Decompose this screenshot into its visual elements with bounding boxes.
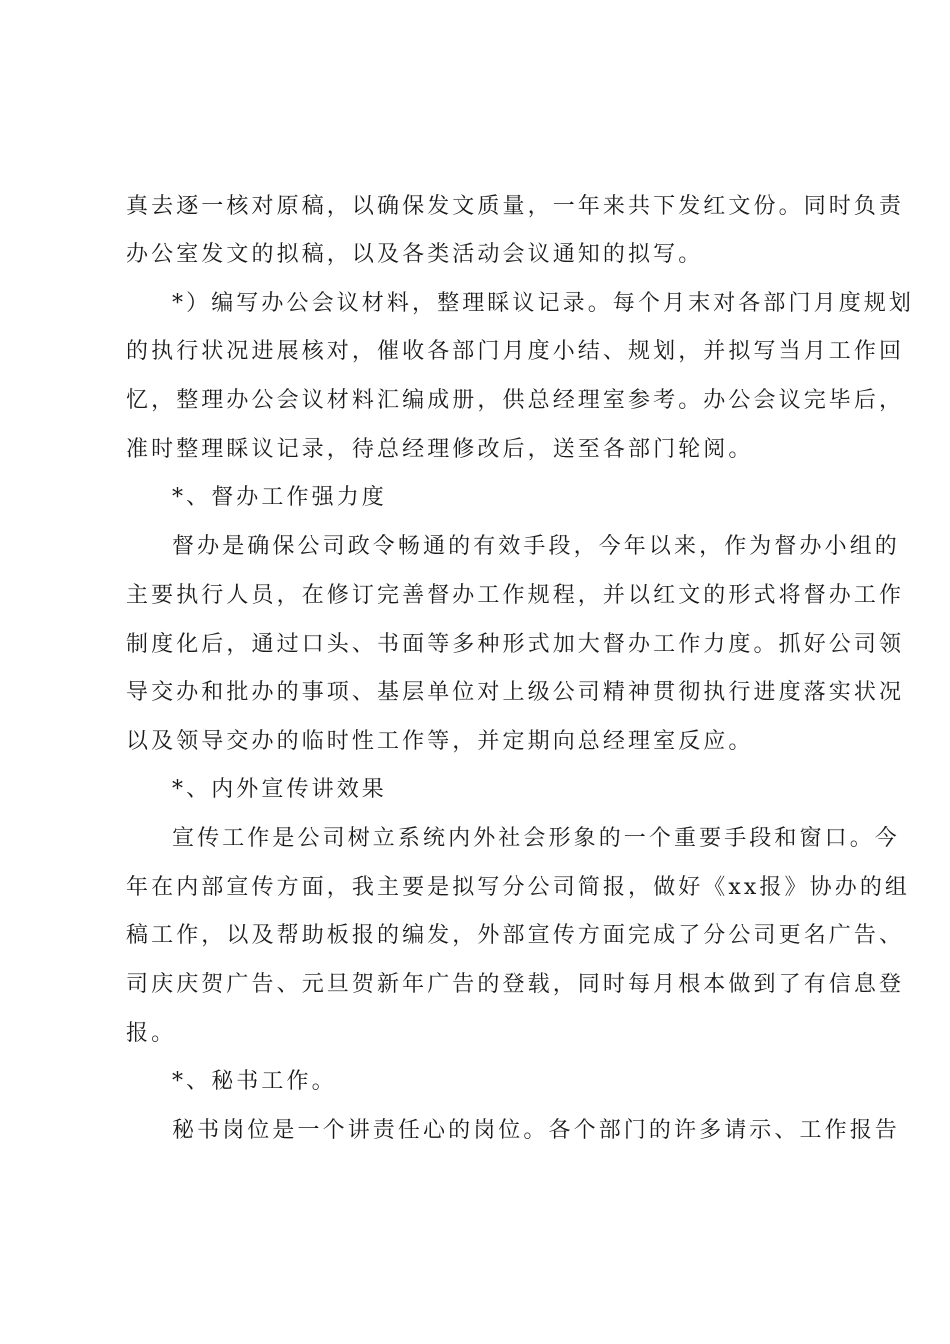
paragraph-line: 忆，整理办公会议材料汇编成册，供总经理室参考。办公会议完毕后， (126, 388, 905, 413)
section-heading: *、内外宣传讲效果 (172, 777, 387, 802)
section-heading: *、秘书工作。 (172, 1069, 337, 1094)
paragraph-line: 的执行状况进展核对，催收各部门月度小结、规划，并拟写当月工作回 (126, 339, 905, 364)
list-item-line: *）编写办公会议材料，整理睬议记录。每个月末对各部门月度规划 (172, 291, 915, 316)
paragraph-line: 以及领导交办的临时性工作等，并定期向总经理室反应。 (126, 729, 754, 754)
paragraph-line: 办公室发文的拟稿，以及各类活动会议通知的拟写。 (126, 242, 704, 267)
section-heading: *、督办工作强力度 (172, 485, 387, 510)
paragraph-line: 真去逐一核对原稿，以确保发文质量，一年来共下发红文份。同时负责 (126, 194, 905, 219)
paragraph-line: 导交办和批办的事项、基层单位对上级公司精神贯彻执行进度落实状况 (126, 680, 905, 705)
paragraph-line: 司庆庆贺广告、元旦贺新年广告的登载，同时每月根本做到了有信息登 (126, 972, 905, 997)
paragraph-line: 年在内部宣传方面，我主要是拟写分公司简报，做好《xx报》协办的组 (126, 875, 911, 900)
paragraph-line: 主要执行人员，在修订完善督办工作规程，并以红文的形式将督办工作 (126, 583, 905, 608)
paragraph-line: 稿工作，以及帮助板报的编发，外部宣传方面完成了分公司更名广告、 (126, 923, 905, 948)
paragraph-line: 制度化后，通过口头、书面等多种形式加大督办工作力度。抓好公司领 (126, 632, 905, 657)
paragraph-line: 宣传工作是公司树立系统内外社会形象的一个重要手段和窗口。今 (172, 826, 900, 851)
paragraph-line: 准时整理睬议记录，待总经理修改后，送至各部门轮阅。 (126, 437, 754, 462)
paragraph-line: 秘书岗位是一个讲责任心的岗位。各个部门的许多请示、工作报告 (172, 1118, 900, 1143)
paragraph-line: 督办是确保公司政令畅通的有效手段，今年以来，作为督办小组的 (172, 534, 900, 559)
paragraph-line: 报。 (126, 1021, 177, 1046)
